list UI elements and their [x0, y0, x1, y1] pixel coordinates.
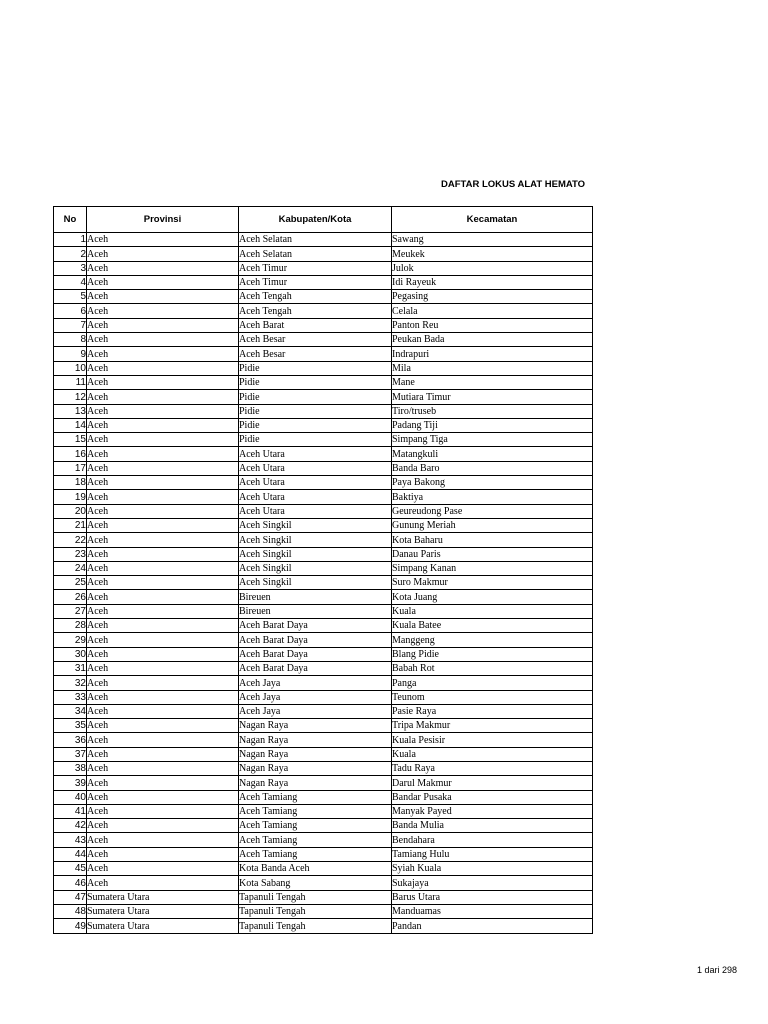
cell-provinsi: Aceh [87, 690, 239, 704]
table-row [54, 490, 593, 504]
cell-kabupaten: Aceh Utara [239, 476, 392, 490]
cell-no: 34 [54, 704, 87, 718]
cell-kecamatan: Suro Makmur [392, 576, 593, 590]
header-kecamatan: Kecamatan [392, 207, 593, 233]
cell-provinsi: Aceh [87, 404, 239, 418]
cell-provinsi: Aceh [87, 418, 239, 432]
cell-provinsi: Aceh [87, 604, 239, 618]
cell-provinsi: Aceh [87, 390, 239, 404]
cell-no: 39 [54, 776, 87, 790]
cell-kecamatan: Kuala [392, 747, 593, 761]
cell-kabupaten: Aceh Tengah [239, 290, 392, 304]
cell-no: 19 [54, 490, 87, 504]
cell-no: 14 [54, 418, 87, 432]
cell-kecamatan: Kuala Batee [392, 619, 593, 633]
table-row [54, 418, 593, 432]
cell-no: 38 [54, 761, 87, 775]
cell-provinsi: Aceh [87, 862, 239, 876]
cell-provinsi: Aceh [87, 261, 239, 275]
cell-kabupaten: Pidie [239, 375, 392, 389]
header-no: No [54, 207, 87, 233]
cell-kabupaten: Aceh Timur [239, 275, 392, 289]
table-row [54, 604, 593, 618]
cell-kabupaten: Aceh Barat Daya [239, 647, 392, 661]
cell-no: 6 [54, 304, 87, 318]
cell-kabupaten: Aceh Singkil [239, 547, 392, 561]
cell-kabupaten: Aceh Tamiang [239, 819, 392, 833]
cell-kecamatan: Padang Tiji [392, 418, 593, 432]
cell-provinsi: Aceh [87, 304, 239, 318]
table-row [54, 261, 593, 275]
cell-provinsi: Sumatera Utara [87, 919, 239, 933]
table-row [54, 619, 593, 633]
cell-no: 30 [54, 647, 87, 661]
table-row [54, 561, 593, 575]
cell-kecamatan: Bandar Pusaka [392, 790, 593, 804]
table-row [54, 576, 593, 590]
cell-provinsi: Sumatera Utara [87, 904, 239, 918]
cell-provinsi: Aceh [87, 476, 239, 490]
cell-kecamatan: Blang Pidie [392, 647, 593, 661]
table-row [54, 919, 593, 933]
table-row [54, 590, 593, 604]
page-title: DAFTAR LOKUS ALAT HEMATO [441, 179, 586, 190]
cell-provinsi: Aceh [87, 704, 239, 718]
cell-kecamatan: Julok [392, 261, 593, 275]
cell-provinsi: Aceh [87, 833, 239, 847]
header-provinsi: Provinsi [87, 207, 239, 233]
cell-kabupaten: Tapanuli Tengah [239, 919, 392, 933]
cell-no: 7 [54, 318, 87, 332]
cell-no: 37 [54, 747, 87, 761]
cell-no: 16 [54, 447, 87, 461]
cell-kecamatan: Pasie Raya [392, 704, 593, 718]
table-row [54, 704, 593, 718]
table-row [54, 447, 593, 461]
cell-provinsi: Aceh [87, 733, 239, 747]
cell-kecamatan: Babah Rot [392, 661, 593, 675]
cell-no: 25 [54, 576, 87, 590]
table-row [54, 676, 593, 690]
cell-provinsi: Aceh [87, 290, 239, 304]
table-row [54, 661, 593, 675]
cell-no: 8 [54, 333, 87, 347]
cell-no: 44 [54, 847, 87, 861]
table-row [54, 819, 593, 833]
cell-kecamatan: Indrapuri [392, 347, 593, 361]
cell-no: 41 [54, 804, 87, 818]
cell-no: 31 [54, 661, 87, 675]
cell-provinsi: Aceh [87, 533, 239, 547]
table-row [54, 347, 593, 361]
cell-no: 18 [54, 476, 87, 490]
cell-kecamatan: Manggeng [392, 633, 593, 647]
table-row [54, 390, 593, 404]
cell-kabupaten: Aceh Tamiang [239, 790, 392, 804]
cell-kecamatan: Panga [392, 676, 593, 690]
cell-kecamatan: Kota Baharu [392, 533, 593, 547]
cell-no: 12 [54, 390, 87, 404]
cell-kecamatan: Manyak Payed [392, 804, 593, 818]
cell-kecamatan: Panton Reu [392, 318, 593, 332]
table-row [54, 333, 593, 347]
cell-provinsi: Sumatera Utara [87, 890, 239, 904]
cell-no: 47 [54, 890, 87, 904]
cell-kecamatan: Banda Baro [392, 461, 593, 475]
cell-kabupaten: Kota Banda Aceh [239, 862, 392, 876]
cell-kecamatan: Meukek [392, 247, 593, 261]
table-row [54, 518, 593, 532]
cell-kabupaten: Tapanuli Tengah [239, 890, 392, 904]
table-header-row [54, 207, 593, 233]
cell-provinsi: Aceh [87, 761, 239, 775]
cell-kecamatan: Darul Makmur [392, 776, 593, 790]
cell-kecamatan: Tiro/truseb [392, 404, 593, 418]
cell-kabupaten: Pidie [239, 404, 392, 418]
cell-no: 2 [54, 247, 87, 261]
cell-provinsi: Aceh [87, 590, 239, 604]
cell-no: 36 [54, 733, 87, 747]
table-row [54, 890, 593, 904]
cell-no: 20 [54, 504, 87, 518]
cell-kabupaten: Bireuen [239, 590, 392, 604]
cell-no: 21 [54, 518, 87, 532]
table-row [54, 733, 593, 747]
cell-kecamatan: Mutiara Timur [392, 390, 593, 404]
cell-provinsi: Aceh [87, 661, 239, 675]
table-row [54, 747, 593, 761]
cell-kabupaten: Aceh Tamiang [239, 833, 392, 847]
cell-kecamatan: Simpang Tiga [392, 433, 593, 447]
table-row [54, 404, 593, 418]
cell-kabupaten: Pidie [239, 390, 392, 404]
cell-kecamatan: Simpang Kanan [392, 561, 593, 575]
cell-no: 35 [54, 719, 87, 733]
cell-kabupaten: Aceh Jaya [239, 704, 392, 718]
cell-kabupaten: Pidie [239, 361, 392, 375]
cell-kabupaten: Aceh Timur [239, 261, 392, 275]
cell-kabupaten: Nagan Raya [239, 761, 392, 775]
cell-provinsi: Aceh [87, 847, 239, 861]
cell-kecamatan: Barus Utara [392, 890, 593, 904]
table-row [54, 547, 593, 561]
cell-provinsi: Aceh [87, 518, 239, 532]
cell-kecamatan: Peukan Bada [392, 333, 593, 347]
cell-provinsi: Aceh [87, 275, 239, 289]
cell-kabupaten: Aceh Besar [239, 333, 392, 347]
cell-no: 15 [54, 433, 87, 447]
cell-kabupaten: Aceh Utara [239, 447, 392, 461]
cell-kecamatan: Banda Mulia [392, 819, 593, 833]
cell-kabupaten: Aceh Tamiang [239, 804, 392, 818]
cell-kabupaten: Aceh Singkil [239, 561, 392, 575]
table-row [54, 247, 593, 261]
cell-kabupaten: Nagan Raya [239, 776, 392, 790]
cell-kabupaten: Aceh Jaya [239, 676, 392, 690]
cell-kecamatan: Idi Rayeuk [392, 275, 593, 289]
table-row [54, 433, 593, 447]
cell-no: 42 [54, 819, 87, 833]
cell-no: 3 [54, 261, 87, 275]
cell-kabupaten: Aceh Selatan [239, 247, 392, 261]
cell-no: 33 [54, 690, 87, 704]
cell-no: 28 [54, 619, 87, 633]
cell-provinsi: Aceh [87, 347, 239, 361]
cell-provinsi: Aceh [87, 790, 239, 804]
cell-kecamatan: Geureudong Pase [392, 504, 593, 518]
table-row [54, 847, 593, 861]
lokus-table [53, 206, 593, 934]
table-row [54, 690, 593, 704]
table-row [54, 833, 593, 847]
cell-kecamatan: Matangkuli [392, 447, 593, 461]
cell-provinsi: Aceh [87, 719, 239, 733]
cell-provinsi: Aceh [87, 561, 239, 575]
cell-provinsi: Aceh [87, 333, 239, 347]
cell-no: 26 [54, 590, 87, 604]
table-row [54, 233, 593, 247]
cell-kabupaten: Aceh Singkil [239, 533, 392, 547]
cell-provinsi: Aceh [87, 361, 239, 375]
cell-provinsi: Aceh [87, 375, 239, 389]
cell-no: 24 [54, 561, 87, 575]
table-row [54, 275, 593, 289]
cell-provinsi: Aceh [87, 633, 239, 647]
table-row [54, 533, 593, 547]
cell-no: 46 [54, 876, 87, 890]
cell-kabupaten: Pidie [239, 433, 392, 447]
cell-kabupaten: Aceh Jaya [239, 690, 392, 704]
table-row [54, 647, 593, 661]
cell-no: 11 [54, 375, 87, 389]
cell-kecamatan: Kota Juang [392, 590, 593, 604]
page-number: 1 dari 298 [697, 965, 738, 975]
table-row [54, 761, 593, 775]
cell-provinsi: Aceh [87, 447, 239, 461]
cell-provinsi: Aceh [87, 804, 239, 818]
cell-kecamatan: Celala [392, 304, 593, 318]
cell-kabupaten: Aceh Singkil [239, 518, 392, 532]
table-row [54, 375, 593, 389]
table-row [54, 804, 593, 818]
cell-kabupaten: Aceh Utara [239, 504, 392, 518]
cell-provinsi: Aceh [87, 433, 239, 447]
cell-kabupaten: Tapanuli Tengah [239, 904, 392, 918]
cell-no: 27 [54, 604, 87, 618]
cell-provinsi: Aceh [87, 490, 239, 504]
cell-no: 23 [54, 547, 87, 561]
cell-provinsi: Aceh [87, 876, 239, 890]
cell-provinsi: Aceh [87, 619, 239, 633]
cell-kecamatan: Tripa Makmur [392, 719, 593, 733]
table-row [54, 290, 593, 304]
cell-no: 13 [54, 404, 87, 418]
cell-provinsi: Aceh [87, 318, 239, 332]
cell-kecamatan: Gunung Meriah [392, 518, 593, 532]
cell-no: 40 [54, 790, 87, 804]
cell-kabupaten: Aceh Singkil [239, 576, 392, 590]
cell-kabupaten: Kota Sabang [239, 876, 392, 890]
cell-kecamatan: Syiah Kuala [392, 862, 593, 876]
cell-kecamatan: Sawang [392, 233, 593, 247]
cell-provinsi: Aceh [87, 747, 239, 761]
cell-kecamatan: Tamiang Hulu [392, 847, 593, 861]
cell-kecamatan: Pandan [392, 919, 593, 933]
cell-provinsi: Aceh [87, 776, 239, 790]
cell-no: 9 [54, 347, 87, 361]
cell-kecamatan: Kuala [392, 604, 593, 618]
cell-kabupaten: Aceh Selatan [239, 233, 392, 247]
cell-provinsi: Aceh [87, 676, 239, 690]
cell-no: 5 [54, 290, 87, 304]
header-kabupaten: Kabupaten/Kota [239, 207, 392, 233]
cell-kecamatan: Kuala Pesisir [392, 733, 593, 747]
cell-no: 4 [54, 275, 87, 289]
cell-provinsi: Aceh [87, 819, 239, 833]
cell-kabupaten: Pidie [239, 418, 392, 432]
table-row [54, 633, 593, 647]
cell-kabupaten: Aceh Utara [239, 461, 392, 475]
cell-kecamatan: Baktiya [392, 490, 593, 504]
table-body [54, 233, 593, 934]
table-row [54, 776, 593, 790]
cell-no: 45 [54, 862, 87, 876]
cell-no: 10 [54, 361, 87, 375]
cell-provinsi: Aceh [87, 647, 239, 661]
cell-kecamatan: Mane [392, 375, 593, 389]
cell-provinsi: Aceh [87, 576, 239, 590]
cell-provinsi: Aceh [87, 461, 239, 475]
cell-kecamatan: Sukajaya [392, 876, 593, 890]
cell-no: 49 [54, 919, 87, 933]
table-row [54, 504, 593, 518]
cell-kabupaten: Aceh Barat Daya [239, 633, 392, 647]
cell-kabupaten: Bireuen [239, 604, 392, 618]
cell-kabupaten: Aceh Barat Daya [239, 661, 392, 675]
cell-provinsi: Aceh [87, 547, 239, 561]
cell-provinsi: Aceh [87, 247, 239, 261]
cell-kabupaten: Aceh Barat [239, 318, 392, 332]
cell-kecamatan: Danau Paris [392, 547, 593, 561]
table-row [54, 719, 593, 733]
table-row [54, 876, 593, 890]
cell-provinsi: Aceh [87, 504, 239, 518]
cell-no: 32 [54, 676, 87, 690]
table-row [54, 862, 593, 876]
cell-kecamatan: Paya Bakong [392, 476, 593, 490]
table-row [54, 361, 593, 375]
table-row [54, 304, 593, 318]
table-row [54, 318, 593, 332]
cell-no: 48 [54, 904, 87, 918]
cell-kecamatan: Manduamas [392, 904, 593, 918]
cell-kabupaten: Nagan Raya [239, 719, 392, 733]
cell-no: 17 [54, 461, 87, 475]
cell-kecamatan: Teunom [392, 690, 593, 704]
cell-kabupaten: Aceh Barat Daya [239, 619, 392, 633]
cell-no: 22 [54, 533, 87, 547]
cell-no: 29 [54, 633, 87, 647]
cell-kabupaten: Aceh Besar [239, 347, 392, 361]
table-row [54, 476, 593, 490]
table-row [54, 790, 593, 804]
cell-kecamatan: Mila [392, 361, 593, 375]
cell-no: 1 [54, 233, 87, 247]
cell-kabupaten: Aceh Tengah [239, 304, 392, 318]
cell-kecamatan: Tadu Raya [392, 761, 593, 775]
table-row [54, 461, 593, 475]
cell-kabupaten: Aceh Tamiang [239, 847, 392, 861]
cell-kecamatan: Pegasing [392, 290, 593, 304]
cell-kecamatan: Bendahara [392, 833, 593, 847]
cell-no: 43 [54, 833, 87, 847]
cell-kabupaten: Aceh Utara [239, 490, 392, 504]
cell-kabupaten: Nagan Raya [239, 747, 392, 761]
cell-kabupaten: Nagan Raya [239, 733, 392, 747]
table-row [54, 904, 593, 918]
cell-provinsi: Aceh [87, 233, 239, 247]
